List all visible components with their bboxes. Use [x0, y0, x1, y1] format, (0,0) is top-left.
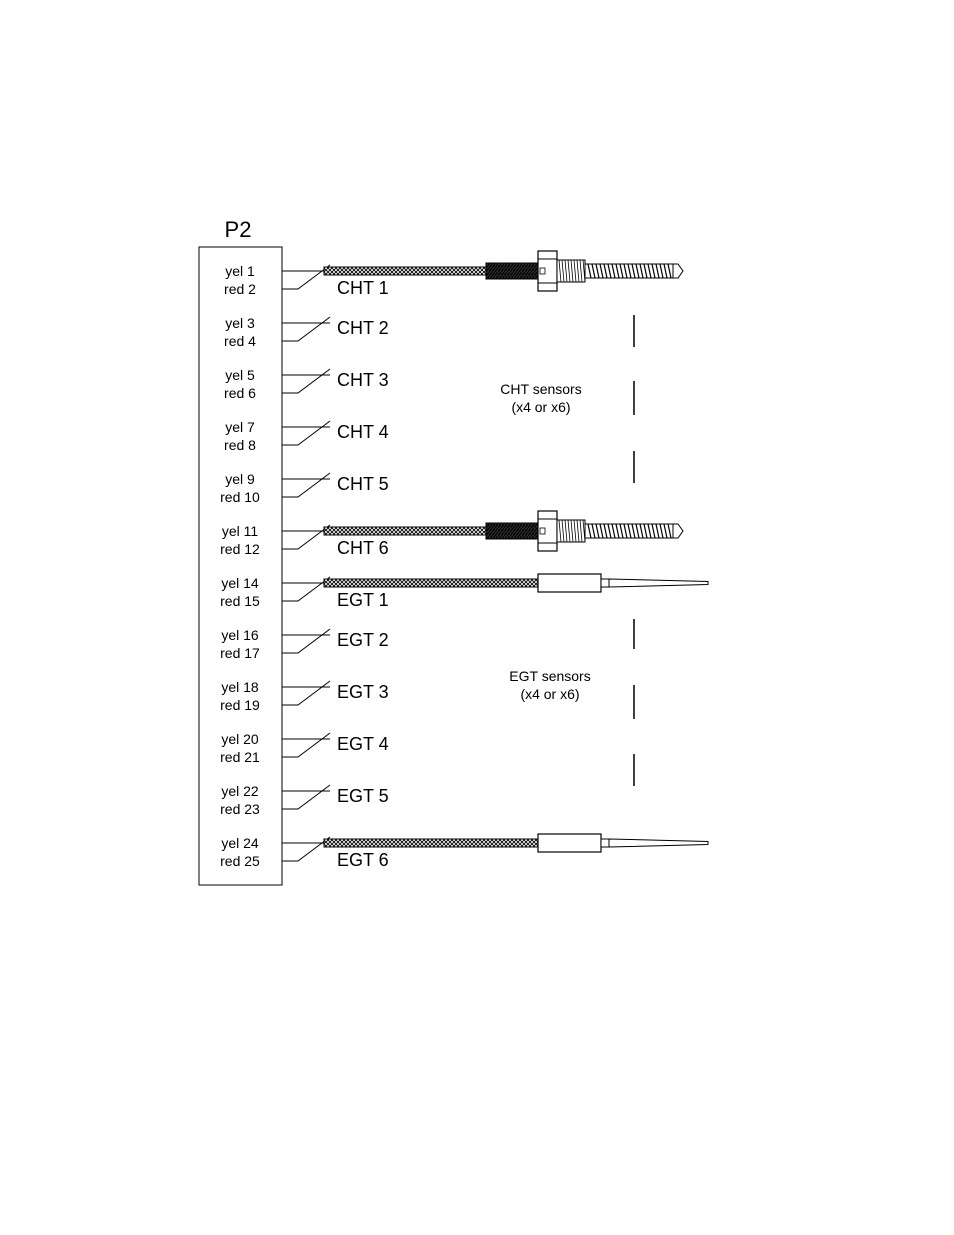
pin-yellow-label: yel 20 [221, 731, 259, 747]
red-wire-lead [282, 785, 330, 809]
pin-row [220, 783, 389, 817]
red-wire-lead [282, 577, 330, 601]
cht-group-label: CHT sensors [500, 381, 582, 397]
pin-row [224, 367, 389, 401]
pin-red-label: red 19 [220, 697, 260, 713]
pin-red-label: red 25 [220, 853, 260, 869]
red-wire-lead [282, 317, 330, 341]
cht-group-count: (x4 or x6) [511, 399, 571, 415]
red-wire-lead [282, 473, 330, 497]
channel-label: EGT 2 [337, 630, 389, 650]
cht-group-note [500, 315, 634, 483]
red-wire-lead [282, 421, 330, 445]
pin-yellow-label: yel 14 [221, 575, 259, 591]
channel-label: EGT 5 [337, 786, 389, 806]
pin-yellow-label: yel 16 [221, 627, 259, 643]
pin-yellow-label: yel 5 [225, 367, 255, 383]
channel-label: CHT 3 [337, 370, 389, 390]
red-wire-lead [282, 265, 330, 289]
pin-yellow-label: yel 3 [225, 315, 255, 331]
pin-red-label: red 12 [220, 541, 260, 557]
red-wire-lead [282, 629, 330, 653]
red-wire-lead [282, 525, 330, 549]
pin-yellow-label: yel 11 [221, 523, 259, 539]
pin-yellow-label: yel 7 [225, 419, 255, 435]
red-wire-lead [282, 681, 330, 705]
pin-red-label: red 8 [224, 437, 256, 453]
connector-title: P2 [224, 217, 252, 242]
pin-rows [220, 263, 389, 870]
threaded-sleeve [486, 523, 538, 539]
pin-yellow-label: yel 24 [221, 835, 259, 851]
pin-red-label: red 4 [224, 333, 256, 349]
pin-row [220, 627, 389, 661]
pin-yellow-label: yel 22 [221, 783, 259, 799]
pin-row [220, 731, 389, 765]
probe-tip [609, 839, 708, 847]
egt-group-label: EGT sensors [509, 668, 591, 684]
pin-red-label: red 10 [220, 489, 260, 505]
probe-tip [673, 264, 683, 278]
pin-yellow-label: yel 1 [225, 263, 255, 279]
red-wire-lead [282, 369, 330, 393]
pin-row [224, 419, 389, 453]
pin-red-label: red 23 [220, 801, 260, 817]
threaded-sleeve [486, 263, 538, 279]
channel-label: EGT 4 [337, 734, 389, 754]
pin-red-label: red 15 [220, 593, 260, 609]
pin-row [224, 315, 389, 349]
pin-yellow-label: yel 9 [225, 471, 255, 487]
pin-red-label: red 2 [224, 281, 256, 297]
channel-label: CHT 5 [337, 474, 389, 494]
channel-label: CHT 2 [337, 318, 389, 338]
egt-group-count: (x4 or x6) [520, 686, 580, 702]
probe-tip [609, 579, 708, 587]
channel-label: CHT 6 [337, 538, 389, 558]
pin-yellow-label: yel 18 [221, 679, 259, 695]
channel-label: EGT 6 [337, 850, 389, 870]
red-wire-lead [282, 733, 330, 757]
braided-lead [324, 527, 486, 535]
pin-red-label: red 21 [220, 749, 260, 765]
channel-label: CHT 1 [337, 278, 389, 298]
channel-label: EGT 3 [337, 682, 389, 702]
braided-lead [324, 579, 538, 587]
channel-label: EGT 1 [337, 590, 389, 610]
probe-clamp-body [538, 574, 601, 592]
channel-label: CHT 4 [337, 422, 389, 442]
pin-red-label: red 17 [220, 645, 260, 661]
pin-red-label: red 6 [224, 385, 256, 401]
red-wire-lead [282, 837, 330, 861]
braided-lead [324, 839, 538, 847]
braided-lead [324, 267, 486, 275]
pin-row [220, 471, 389, 505]
egt-group-note [509, 619, 634, 786]
pin-row [220, 679, 389, 713]
probe-tip [673, 524, 683, 538]
probe-clamp-body [538, 834, 601, 852]
